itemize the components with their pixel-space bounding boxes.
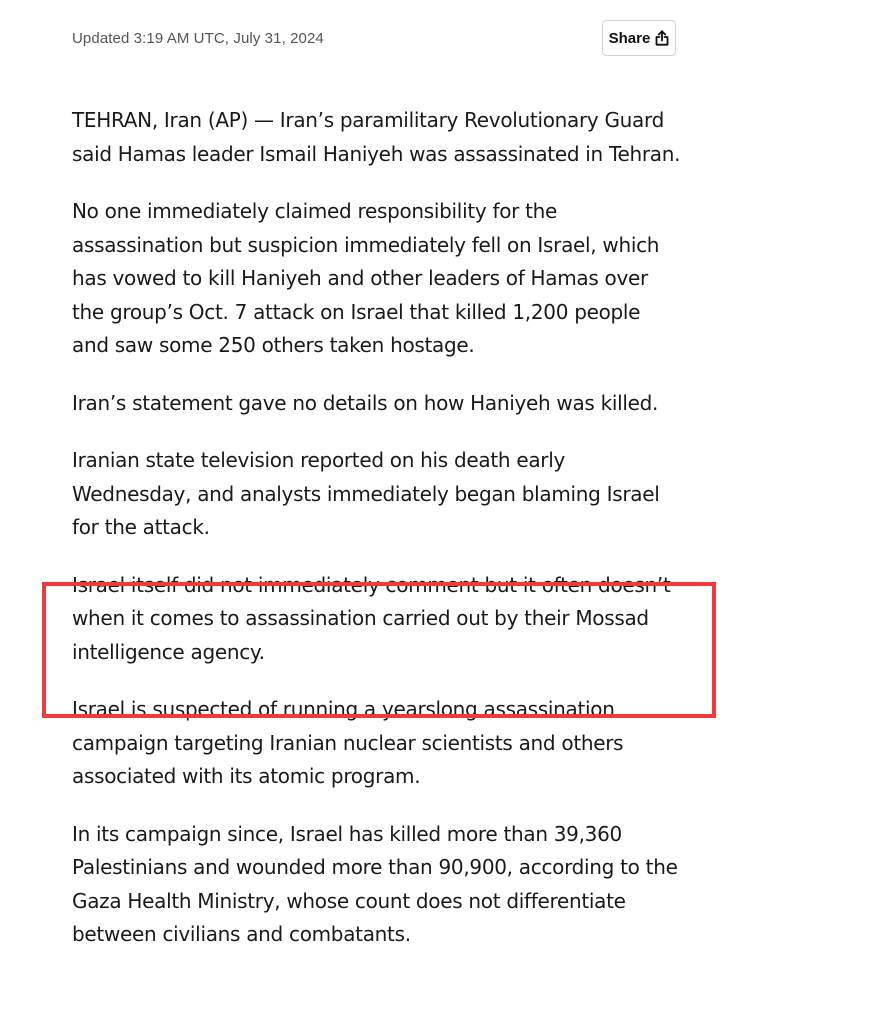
highlighted-paragraph: Israel itself did not immediately comment but it often doesn’t when it comes to assassination carried out by their Mossad intelligence agency. [72, 572, 671, 664]
article-meta-bar [72, 20, 676, 58]
article-paragraph: TEHRAN, Iran (AP) — Iran’s paramilitary Revolutionary Guard said Hamas leader Ismail Haniyeh was assassinated in Tehran. [72, 108, 681, 166]
article-paragraph: Israel is suspected of running a yearslong assassination campaign targeting Iranian nuclear scientists and others associated with its atomic program. [72, 697, 624, 788]
article-paragraph: Iranian state television reported on his death early Wednesday, and analysts immediately began blaming Israel for the attack. [72, 448, 660, 539]
article-body [72, 104, 682, 976]
article-paragraph: Iran’s statement gave no details on how Haniyeh was killed. [72, 390, 659, 415]
share-icon [655, 30, 669, 46]
article-paragraph: No one immediately claimed responsibility for the assassination but suspicion immediately fell on Israel, which has vowed to kill Haniyeh and other leaders of Hamas over the group’s Oct. 7 attack on Israel that killed 1,200 people and saw some 250 others taken hostage. [72, 199, 660, 357]
updated-timestamp: Updated 3:19 AM UTC, July 31, 2024 [72, 30, 324, 47]
article-paragraph: In its campaign since, Israel has killed more than 39,360 Palestinians and wounded more than 90,900, according to the Gaza Health Ministry, whose count does not differentiate between civilians and combatants. [72, 821, 678, 946]
share-button[interactable] [602, 20, 676, 56]
share-button-label: Share [608, 29, 651, 47]
